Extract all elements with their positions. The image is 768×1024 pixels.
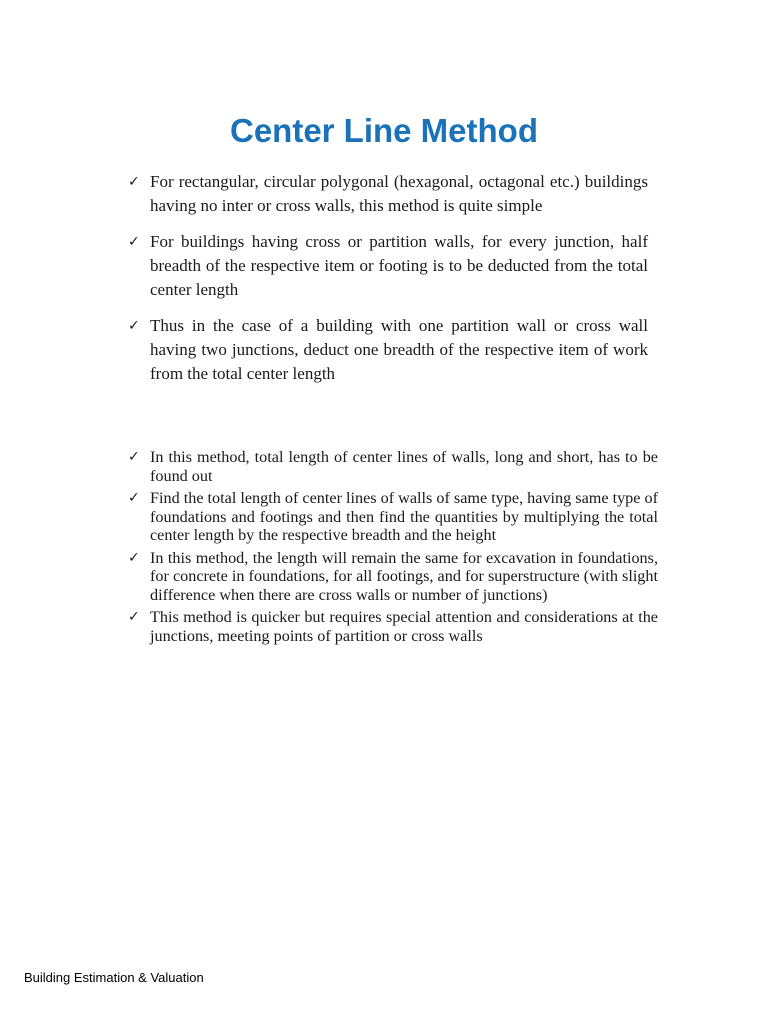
list-item-text: Thus in the case of a building with one partition wall or cross wall having two junctions, deduct one breadth of the respective item of work from the total center length	[150, 316, 648, 383]
checkmark-icon: ✓	[128, 174, 140, 190]
list-item-text: This method is quicker but requires special attention and considerations at the junctions, meeting points of partition or cross walls	[150, 608, 658, 645]
list-item-text: In this method, the length will remain the same for excavation in foundations, for concrete in foundations, for all footings, and for superstructure (with slight difference when there are cross walls or number of junctions)	[150, 548, 658, 604]
list-item	[128, 448, 658, 485]
bullet-list-top	[128, 170, 648, 398]
checkmark-icon: ✓	[128, 449, 140, 465]
list-item	[128, 314, 648, 386]
checkmark-icon: ✓	[128, 609, 140, 625]
list-item	[128, 170, 648, 218]
list-item	[128, 230, 648, 302]
bullet-list-bottom	[128, 448, 658, 649]
list-item-text: For rectangular, circular polygonal (hexagonal, octagonal etc.) buildings having no inter or cross walls, this method is quite simple	[150, 172, 648, 215]
list-item	[128, 608, 658, 645]
list-item-text: In this method, total length of center lines of walls, long and short, has to be found out	[150, 448, 658, 485]
page-footer: Building Estimation & Valuation	[24, 970, 204, 985]
checkmark-icon: ✓	[128, 549, 140, 566]
list-item-text: For buildings having cross or partition walls, for every junction, half breadth of the respective item or footing is to be deducted from the total center length	[150, 232, 648, 299]
checkmark-icon: ✓	[128, 318, 140, 334]
page-title: Center Line Method	[229, 112, 538, 149]
list-item	[128, 489, 658, 545]
checkmark-icon: ✓	[128, 234, 140, 250]
list-item	[128, 549, 658, 605]
list-item-text: Find the total length of center lines of walls of same type, having same type of foundations and footings and then find the quantities by multiplying the total center length by the respective breadth and the height	[150, 489, 658, 544]
checkmark-icon: ✓	[128, 490, 140, 506]
